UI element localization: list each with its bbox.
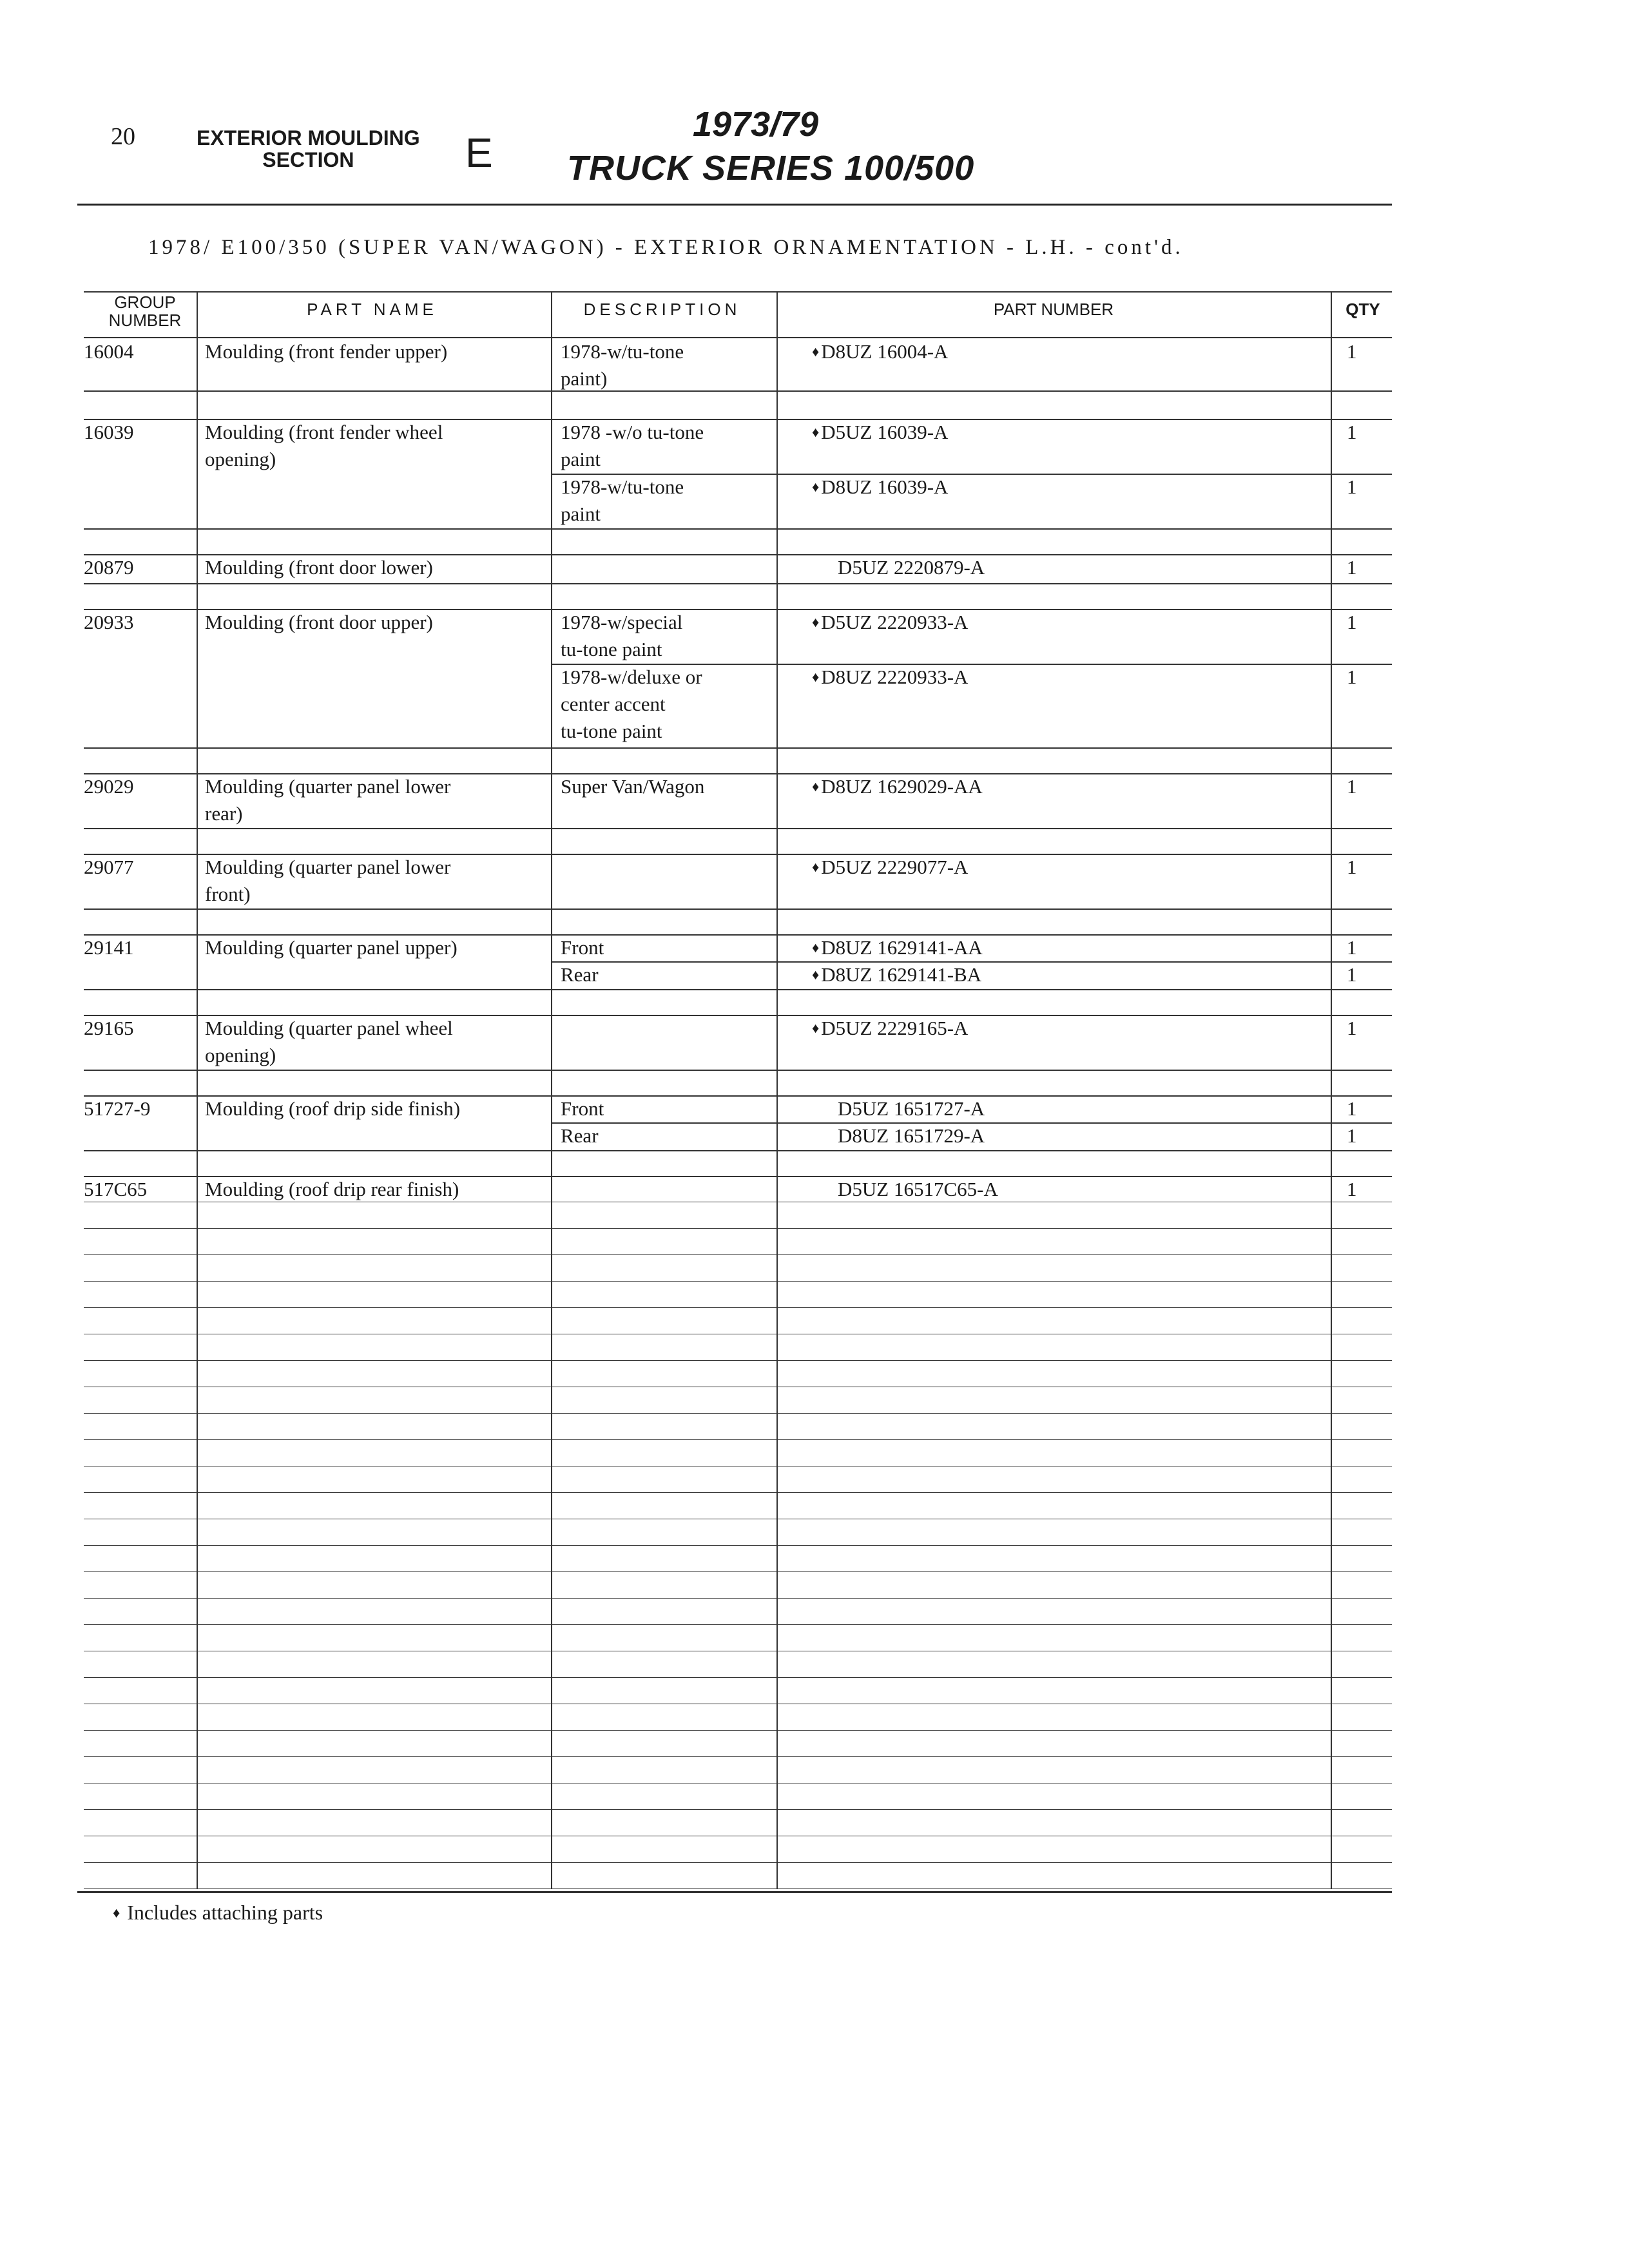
description-cell-line2: center accent [561, 693, 666, 715]
blank-row-rule [84, 1624, 1392, 1625]
qty-cell: 1 [1347, 1124, 1357, 1147]
blank-row-rule [84, 1730, 1392, 1731]
group-number-cell: 29165 [84, 1017, 134, 1039]
diamond-icon: ♦ [812, 859, 820, 875]
blank-row-rule [84, 1360, 1392, 1361]
diamond-icon: ♦ [812, 778, 820, 794]
diamond-icon: ♦ [812, 1020, 820, 1036]
part-number-cell: ♦D8UZ 1629141-AA [812, 936, 983, 959]
diamond-icon: ♦ [812, 343, 820, 360]
group-number-cell: 29077 [84, 856, 134, 878]
qty-cell: 1 [1347, 666, 1357, 688]
description-cell: 1978-w/deluxe or [561, 666, 702, 688]
blank-row-rule [84, 1228, 1392, 1229]
table-bottom-rule [77, 1891, 1392, 1893]
column-divider [197, 291, 198, 1889]
blank-row-rule [84, 1413, 1392, 1414]
part-name-cell: Moulding (quarter panel lower [205, 856, 451, 878]
page-number: 20 [111, 123, 135, 150]
qty-cell: 1 [1347, 1097, 1357, 1120]
blank-row-rule [84, 1254, 1392, 1255]
part-name-cell: Moulding (quarter panel lower [205, 775, 451, 798]
table-top-rule [84, 291, 1392, 293]
section-letter: E [465, 130, 493, 176]
part-name-cell: Moulding (roof drip rear finish) [205, 1178, 459, 1200]
footnote-text: Includes attaching parts [127, 1901, 323, 1924]
section-title [197, 127, 420, 171]
qty-cell: 1 [1347, 856, 1357, 878]
group-number-cell: 20933 [84, 611, 134, 633]
part-name-cell: Moulding (front door upper) [205, 611, 433, 633]
description-cell: 1978 -w/o tu-tone [561, 421, 704, 443]
blank-row-rule [84, 1307, 1392, 1308]
column-header-qty: QTY [1345, 300, 1380, 319]
part-name-cell: Moulding (quarter panel wheel [205, 1017, 453, 1039]
group-number-cell: 51727-9 [84, 1097, 151, 1120]
blank-row-rule [84, 1862, 1392, 1863]
description-cell: Super Van/Wagon [561, 775, 705, 798]
row-rule [84, 528, 1392, 530]
part-number-cell: ♦D8UZ 16004-A [812, 340, 949, 363]
description-cell: 1978-w/tu-tone [561, 340, 684, 363]
group-number-cell: 16039 [84, 421, 134, 443]
row-rule [84, 583, 1392, 584]
group-number-cell: 29141 [84, 936, 134, 959]
qty-cell: 1 [1347, 775, 1357, 798]
description-cell: Rear [561, 1124, 599, 1147]
description-cell: 1978-w/tu-tone [561, 476, 684, 498]
diamond-icon: ♦ [812, 479, 820, 495]
part-name-cell-line2: opening) [205, 448, 276, 470]
row-rule [84, 390, 1392, 392]
qty-cell: 1 [1347, 611, 1357, 633]
header-rule [77, 204, 1392, 206]
page-subtitle: 1978/ E100/350 (SUPER VAN/WAGON) - EXTERIOR ORNAMENTATION - L.H. - cont'd. [148, 236, 1184, 259]
part-number-cell: ♦D8UZ 16039-A [812, 476, 949, 498]
row-rule [84, 1070, 1392, 1071]
diamond-icon: ♦ [812, 939, 820, 956]
diamond-icon: ♦ [812, 966, 820, 983]
blank-row-rule [84, 1756, 1392, 1757]
part-name-cell: Moulding (roof drip side finish) [205, 1097, 461, 1120]
qty-cell: 1 [1347, 556, 1357, 579]
part-number-cell: ♦D5UZ 2229077-A [812, 856, 969, 878]
section-title-line1: EXTERIOR MOULDING [197, 126, 420, 149]
qty-cell: 1 [1347, 340, 1357, 363]
description-cell: 1978-w/special [561, 611, 683, 633]
part-number-cell: D5UZ 16517C65-A [838, 1178, 998, 1200]
part-number-cell: ♦D8UZ 1629141-BA [812, 963, 982, 986]
part-number-cell: ♦D5UZ 16039-A [812, 421, 949, 443]
diamond-icon: ♦ [812, 614, 820, 630]
footnote [113, 1901, 323, 1925]
description-cell-line2: paint) [561, 367, 608, 390]
part-name-cell: Moulding (quarter panel upper) [205, 936, 458, 959]
part-name-cell-line2: opening) [205, 1044, 276, 1066]
blank-row-rule [84, 1677, 1392, 1678]
description-cell-line2: paint [561, 503, 601, 525]
row-rule [84, 1150, 1392, 1151]
description-cell: Front [561, 1097, 604, 1120]
part-number-cell: ♦D8UZ 1629029-AA [812, 775, 983, 798]
part-number-cell: D8UZ 1651729-A [838, 1124, 985, 1147]
section-title-line2: SECTION [262, 148, 354, 171]
description-cell: Front [561, 936, 604, 959]
column-divider [776, 291, 778, 1889]
description-cell-line2: paint [561, 448, 601, 470]
model-years: 1973/79 [693, 105, 819, 144]
diamond-icon: ♦ [113, 1905, 120, 1921]
qty-cell: 1 [1347, 476, 1357, 498]
qty-cell: 1 [1347, 936, 1357, 959]
qty-cell: 1 [1347, 963, 1357, 986]
part-name-cell: Moulding (front door lower) [205, 556, 433, 579]
part-name-cell: Moulding (front fender upper) [205, 340, 448, 363]
blank-row-rule [84, 1439, 1392, 1440]
diamond-icon: ♦ [812, 424, 820, 440]
description-cell-line2: tu-tone paint [561, 638, 662, 660]
part-number-cell: D5UZ 2220879-A [838, 556, 985, 579]
part-number-cell: ♦D8UZ 2220933-A [812, 666, 969, 688]
row-rule [84, 908, 1392, 910]
column-header-part-name: PART NAME [307, 300, 438, 319]
group-number-cell: 20879 [84, 556, 134, 579]
column-divider [1331, 291, 1332, 1889]
truck-series: TRUCK SERIES 100/500 [567, 149, 975, 187]
qty-cell: 1 [1347, 1017, 1357, 1039]
qty-cell: 1 [1347, 421, 1357, 443]
part-number-cell: D5UZ 1651727-A [838, 1097, 985, 1120]
column-header-description: DESCRIPTION [583, 300, 741, 319]
part-name-cell-line2: rear) [205, 802, 243, 825]
column-header-part-number: PART NUMBER [993, 300, 1114, 319]
description-cell: Rear [561, 963, 599, 986]
description-cell-line3: tu-tone paint [561, 720, 662, 742]
column-divider [551, 291, 552, 1889]
blank-row-rule [84, 1545, 1392, 1546]
part-number-cell: ♦D5UZ 2229165-A [812, 1017, 969, 1039]
row-rule [84, 989, 1392, 990]
part-number-cell: ♦D5UZ 2220933-A [812, 611, 969, 633]
row-rule [84, 828, 1392, 829]
blank-row-rule [84, 1598, 1392, 1599]
blank-row-rule [84, 1571, 1392, 1572]
blank-row-rule [84, 1888, 1392, 1889]
group-number-cell: 517C65 [84, 1178, 148, 1200]
blank-row-rule [84, 1281, 1392, 1282]
row-rule [84, 747, 1392, 749]
diamond-icon: ♦ [812, 669, 820, 685]
group-number-cell: 16004 [84, 340, 134, 363]
blank-row-rule [84, 1492, 1392, 1493]
blank-row-rule [84, 1809, 1392, 1810]
qty-cell: 1 [1347, 1178, 1357, 1200]
group-number-cell: 29029 [84, 775, 134, 798]
part-name-cell-line2: front) [205, 883, 251, 905]
column-header-group-number: GROUP NUMBER [108, 293, 182, 330]
part-name-cell: Moulding (front fender wheel [205, 421, 443, 443]
